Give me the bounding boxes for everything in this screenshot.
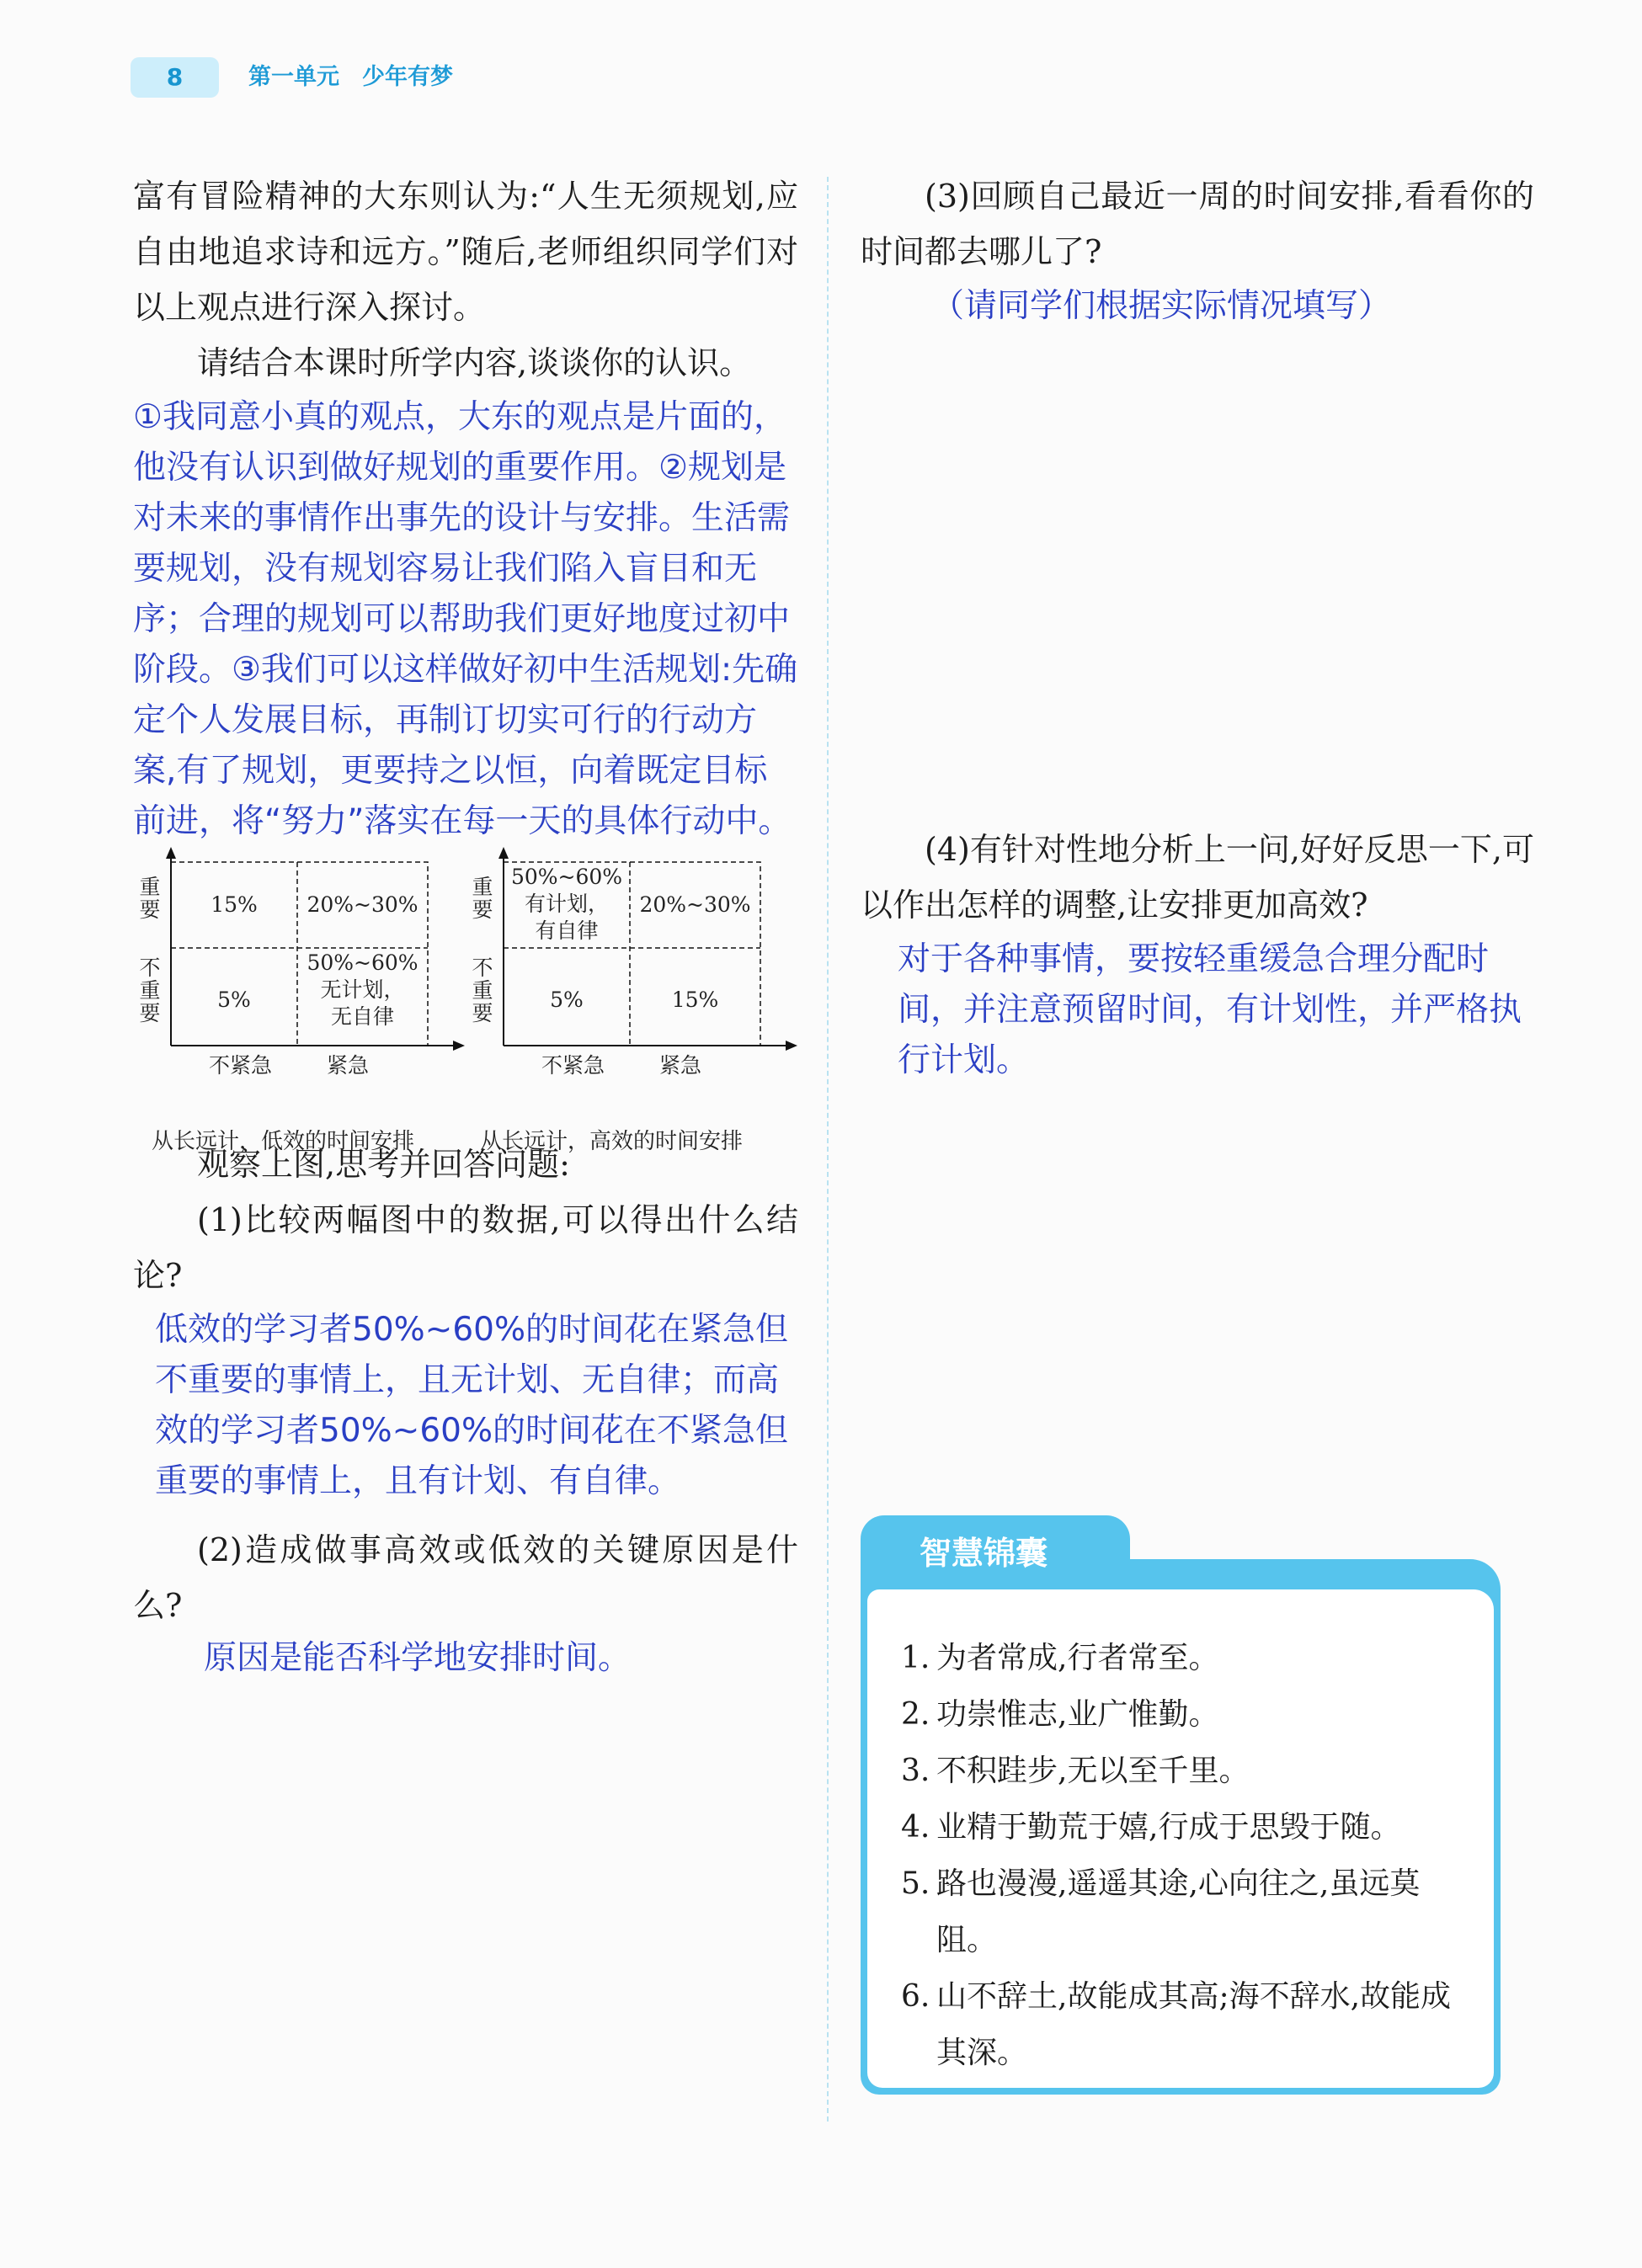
saying-text: 业精于勤荒于嬉,行成于思毁于随。 (936, 1810, 1401, 1845)
saying-number: 2. (901, 1697, 930, 1732)
cell-important-not-urgent-2: 有计划， (524, 892, 609, 916)
observe-prompt: 观察上图,思考并回答问题: (197, 1146, 570, 1183)
cell-important-urgent: 20%~30% (307, 892, 418, 917)
answer-question-1: 低效的学习者50%~60%的时间花在紧急但不重要的事情上，且无计划、无自律；而高效的学习者50%~60%的时间花在不紧急但重要的事情上，且有计划、有自律。 (155, 1311, 789, 1500)
wisdom-sayings-list (901, 1630, 1474, 2081)
saying-text: 为者常成,行者常至。 (936, 1641, 1219, 1675)
y-label-not-important: 不重要 (139, 956, 161, 1025)
saying-item (901, 1686, 1474, 1743)
diagram-high-efficiency (466, 854, 819, 1078)
y-label-important: 重要 (472, 875, 493, 922)
saying-text: 路也漫漫,遥遥其途,心向往之,虽远莫阻。 (936, 1866, 1421, 1957)
column-divider (827, 177, 829, 2122)
y-label-not-important: 不重要 (472, 956, 493, 1025)
wisdom-box-title: 智慧锦囊 (920, 1535, 1048, 1572)
cell-not-important-not-urgent: 5% (217, 988, 251, 1012)
x-label-urgent: 紧急 (327, 1053, 370, 1078)
question-1: (1)比较两幅图中的数据,可以得出什么结论? (133, 1201, 798, 1294)
left-column (133, 168, 798, 1684)
saying-number: 1. (901, 1641, 930, 1675)
saying-number: 6. (901, 1979, 930, 2014)
time-quadrant-diagrams (133, 854, 798, 1106)
right-column (861, 168, 1534, 1086)
cell-important-urgent: 20%~30% (639, 892, 751, 917)
saying-number: 5. (901, 1866, 930, 1901)
caption-high-efficiency: 从长远计，高效的时间安排 (480, 1129, 744, 1154)
wisdom-box (861, 1515, 1501, 2096)
saying-item (901, 1630, 1474, 1686)
saying-number: 4. (901, 1810, 930, 1845)
y-label-important: 重要 (139, 875, 161, 922)
question-2: (2)造成做事高效或低效的关键原因是什么? (133, 1531, 798, 1624)
x-label-not-urgent: 不紧急 (541, 1053, 605, 1078)
question-4: (4)有针对性地分析上一问,好好反思一下,可以作出怎样的调整,让安排更加高效? (861, 831, 1534, 924)
question-3: (3)回顾自己最近一周的时间安排,看看你的时间都去哪儿了? (861, 178, 1534, 270)
cell-important-not-urgent: 15% (211, 892, 258, 917)
saying-item (901, 1743, 1474, 1799)
intro-paragraph: 富有冒险精神的大东则认为:“人生无须规划,应自由地追求诗和远方。”随后,老师组织同学们对以上观点进行深入探讨。 (133, 178, 798, 326)
answer-discussion: ①我同意小真的观点，大东的观点是片面的，他没有认识到做好规划的重要作用。②规划是对未来的事情作出事先的设计与安排。生活需要规划，没有规划容易让我们陷入盲目和无序；合理的规划可以帮助我们更好地度过初中阶段。③我们可以这样做好初中生活规划:先确定个人发展目标，再制订切实可行的行动方案,有了规划，更要持之以恒，向着既定目标前进，将“努力”落实在每一天的具体行动中。 (133, 398, 798, 840)
cell-not-important-urgent: 15% (671, 988, 719, 1012)
saying-item (901, 1799, 1474, 1855)
saying-item (901, 1855, 1474, 1968)
saying-text: 不积跬步,无以至千里。 (936, 1754, 1250, 1788)
unit-title: 第一单元 少年有梦 (248, 64, 453, 90)
discussion-prompt: 请结合本课时所学内容,谈谈你的认识。 (197, 344, 752, 381)
cell-not-important-not-urgent: 5% (550, 988, 584, 1012)
x-label-urgent: 紧急 (659, 1053, 702, 1078)
page-number: 8 (131, 57, 219, 98)
saying-number: 3. (901, 1754, 930, 1788)
caption-low-efficiency: 从长远计，低效的时间安排 (152, 1129, 415, 1154)
diagram-low-efficiency (133, 854, 487, 1078)
x-label-not-urgent: 不紧急 (209, 1053, 273, 1078)
answer-question-3: （请同学们根据实际情况填写） (931, 287, 1392, 325)
cell-not-important-urgent-1: 50%~60% (307, 950, 418, 975)
cell-important-not-urgent-3: 有自律 (535, 918, 599, 943)
saying-item (901, 1968, 1474, 2081)
cell-not-important-urgent-2: 无计划， (320, 977, 405, 1002)
wisdom-box-tab (861, 1515, 1130, 1583)
answer-question-4: 对于各种事情，要按轻重缓急合理分配时间，并注意预留时间，有计划性，并严格执行计划。 (898, 940, 1522, 1079)
cell-not-important-urgent-3: 无自律 (330, 1004, 394, 1029)
saying-text: 山不辞土,故能成其高;海不辞水,故能成其深。 (936, 1979, 1452, 2070)
saying-text: 功崇惟志,业广惟勤。 (936, 1697, 1219, 1732)
cell-important-not-urgent-1: 50%~60% (510, 865, 623, 889)
answer-question-2: 原因是能否科学地安排时间。 (204, 1639, 632, 1677)
